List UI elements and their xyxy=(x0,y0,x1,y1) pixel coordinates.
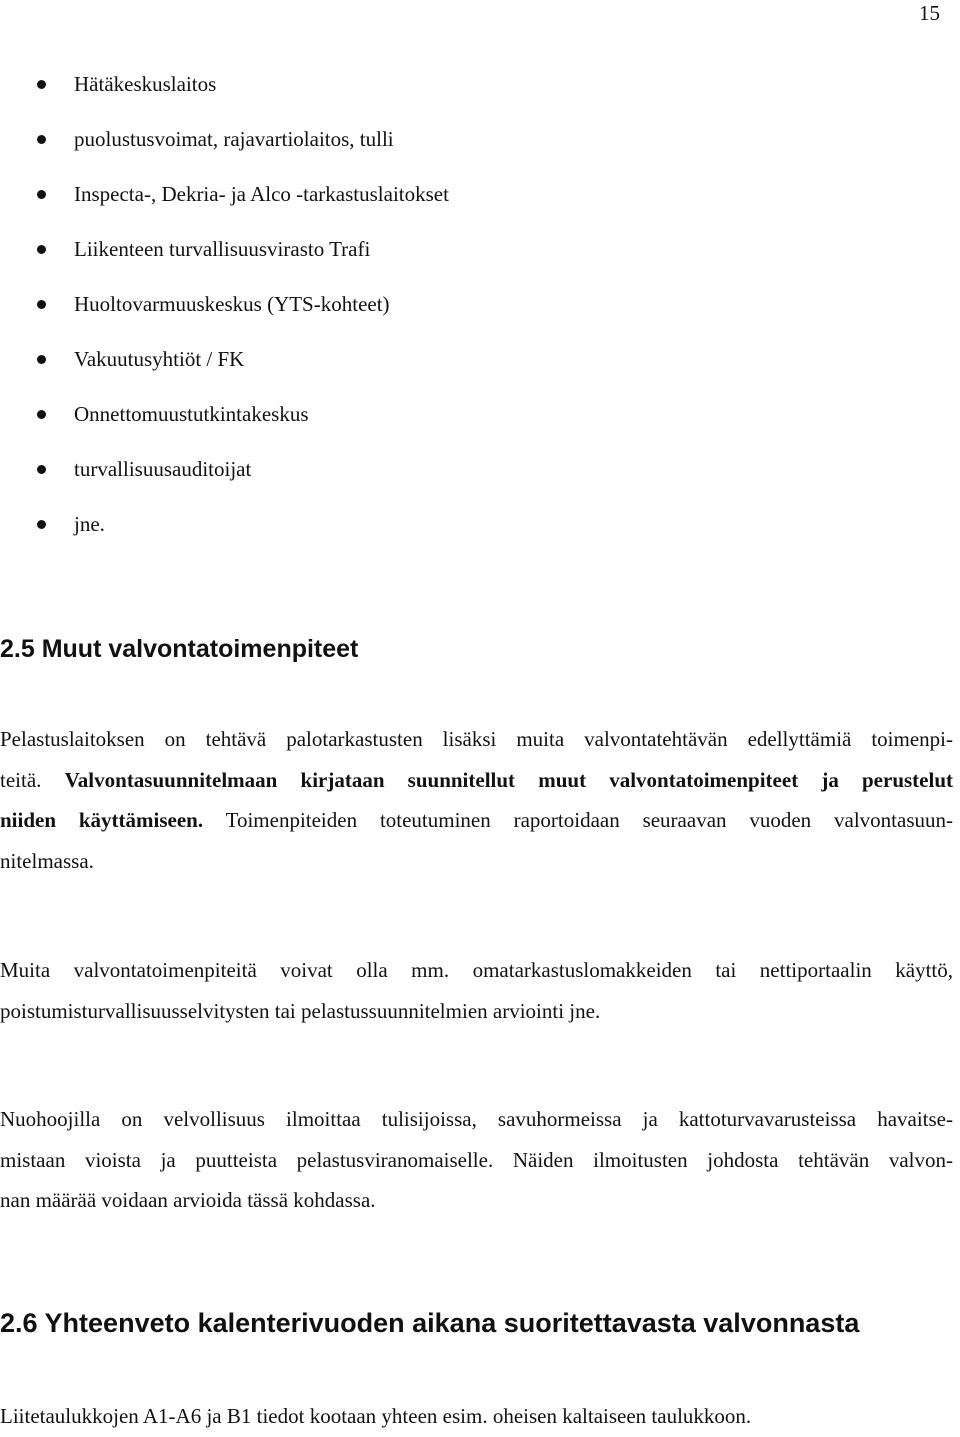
list-item xyxy=(0,452,960,507)
list-item-text: jne. xyxy=(74,512,105,536)
paragraph-line: Nuohoojilla on velvollisuus ilmoittaa tulisijoissa, savuhormeissa ja kattoturvavarusteissa havaitse- xyxy=(0,1107,953,1131)
paragraph-line xyxy=(0,760,953,801)
bullet-icon xyxy=(37,520,46,529)
list-item xyxy=(0,122,960,177)
list-item-text: Huoltovarmuuskeskus (YTS-kohteet) xyxy=(74,292,390,316)
section-heading-2-5: 2.5 Muut valvontatoimenpiteet xyxy=(0,635,359,663)
section-heading-2-6: 2.6 Yhteenveto kalenterivuoden aikana suoritettavasta valvonnasta xyxy=(0,1308,860,1338)
paragraph-line: Muita valvontatoimenpiteitä voivat olla mm. omatarkastuslomakkeiden tai nettiportaalin käyttö, xyxy=(0,958,953,982)
list-item xyxy=(0,67,960,122)
paragraph-other-measures-examples xyxy=(0,950,953,1031)
bullet-icon xyxy=(37,190,46,199)
bold-text: Valvontasuunnitelmaan kirjataan suunnitellut muut valvontatoimenpiteet ja perustelut xyxy=(64,767,953,792)
bold-text: niiden käyttämiseen. xyxy=(0,808,204,832)
paragraph-other-measures xyxy=(0,719,953,881)
list-item-text: turvallisuusauditoijat xyxy=(74,457,252,481)
paragraph-chimney-sweeps xyxy=(0,1099,953,1221)
bullet-icon xyxy=(37,300,46,309)
bullet-icon xyxy=(37,410,46,419)
list-item-text: puolustusvoimat, rajavartiolaitos, tulli xyxy=(74,127,394,151)
bullet-icon xyxy=(37,245,46,254)
list-item-text: Vakuutusyhtiöt / FK xyxy=(74,347,245,371)
paragraph-summary: Liitetaulukkojen A1-A6 ja B1 tiedot kootaan yhteen esim. oheisen kaltaiseen taulukkoon. xyxy=(0,1404,752,1428)
paragraph-line xyxy=(0,800,953,841)
list-item xyxy=(0,232,960,287)
list-item xyxy=(0,397,960,452)
paragraph-line: Pelastuslaitoksen on tehtävä palotarkastusten lisäksi muita valvontatehtävän edellyttämiä toimenpi- xyxy=(0,727,953,751)
line-text: Toimenpiteiden toteutuminen raportoidaan seuraavan vuoden valvontasuun- xyxy=(203,808,954,832)
list-item xyxy=(0,342,960,397)
page-number: 15 xyxy=(919,1,940,25)
list-item-text: Hätäkeskuslaitos xyxy=(74,72,217,96)
list-item xyxy=(0,287,960,342)
bullet-icon xyxy=(37,355,46,364)
bullet-icon xyxy=(37,465,46,474)
paragraph-line: mistaan vioista ja puutteista pelastusviranomaiselle. Näiden ilmoitusten johdosta tehtävän valvon- xyxy=(0,1147,953,1172)
bullet-icon xyxy=(37,135,46,144)
paragraph-line: nitelmassa. xyxy=(0,848,94,873)
list-item-text: Onnettomuustutkintakeskus xyxy=(74,402,309,426)
list-item-text: Liikenteen turvallisuusvirasto Trafi xyxy=(74,237,371,261)
bullet-icon xyxy=(37,80,46,89)
bullet-list xyxy=(0,67,960,562)
paragraph-line: nan määrää voidaan arvioida tässä kohdassa. xyxy=(0,1188,376,1212)
list-item-text: Inspecta-, Dekria- ja Alco -tarkastuslaitokset xyxy=(74,182,449,206)
paragraph-line: poistumisturvallisuusselvitysten tai pelastussuunnitelmien arviointi jne. xyxy=(0,998,601,1023)
line-text: teitä. xyxy=(0,767,65,792)
list-item xyxy=(0,507,960,562)
list-item xyxy=(0,177,960,232)
